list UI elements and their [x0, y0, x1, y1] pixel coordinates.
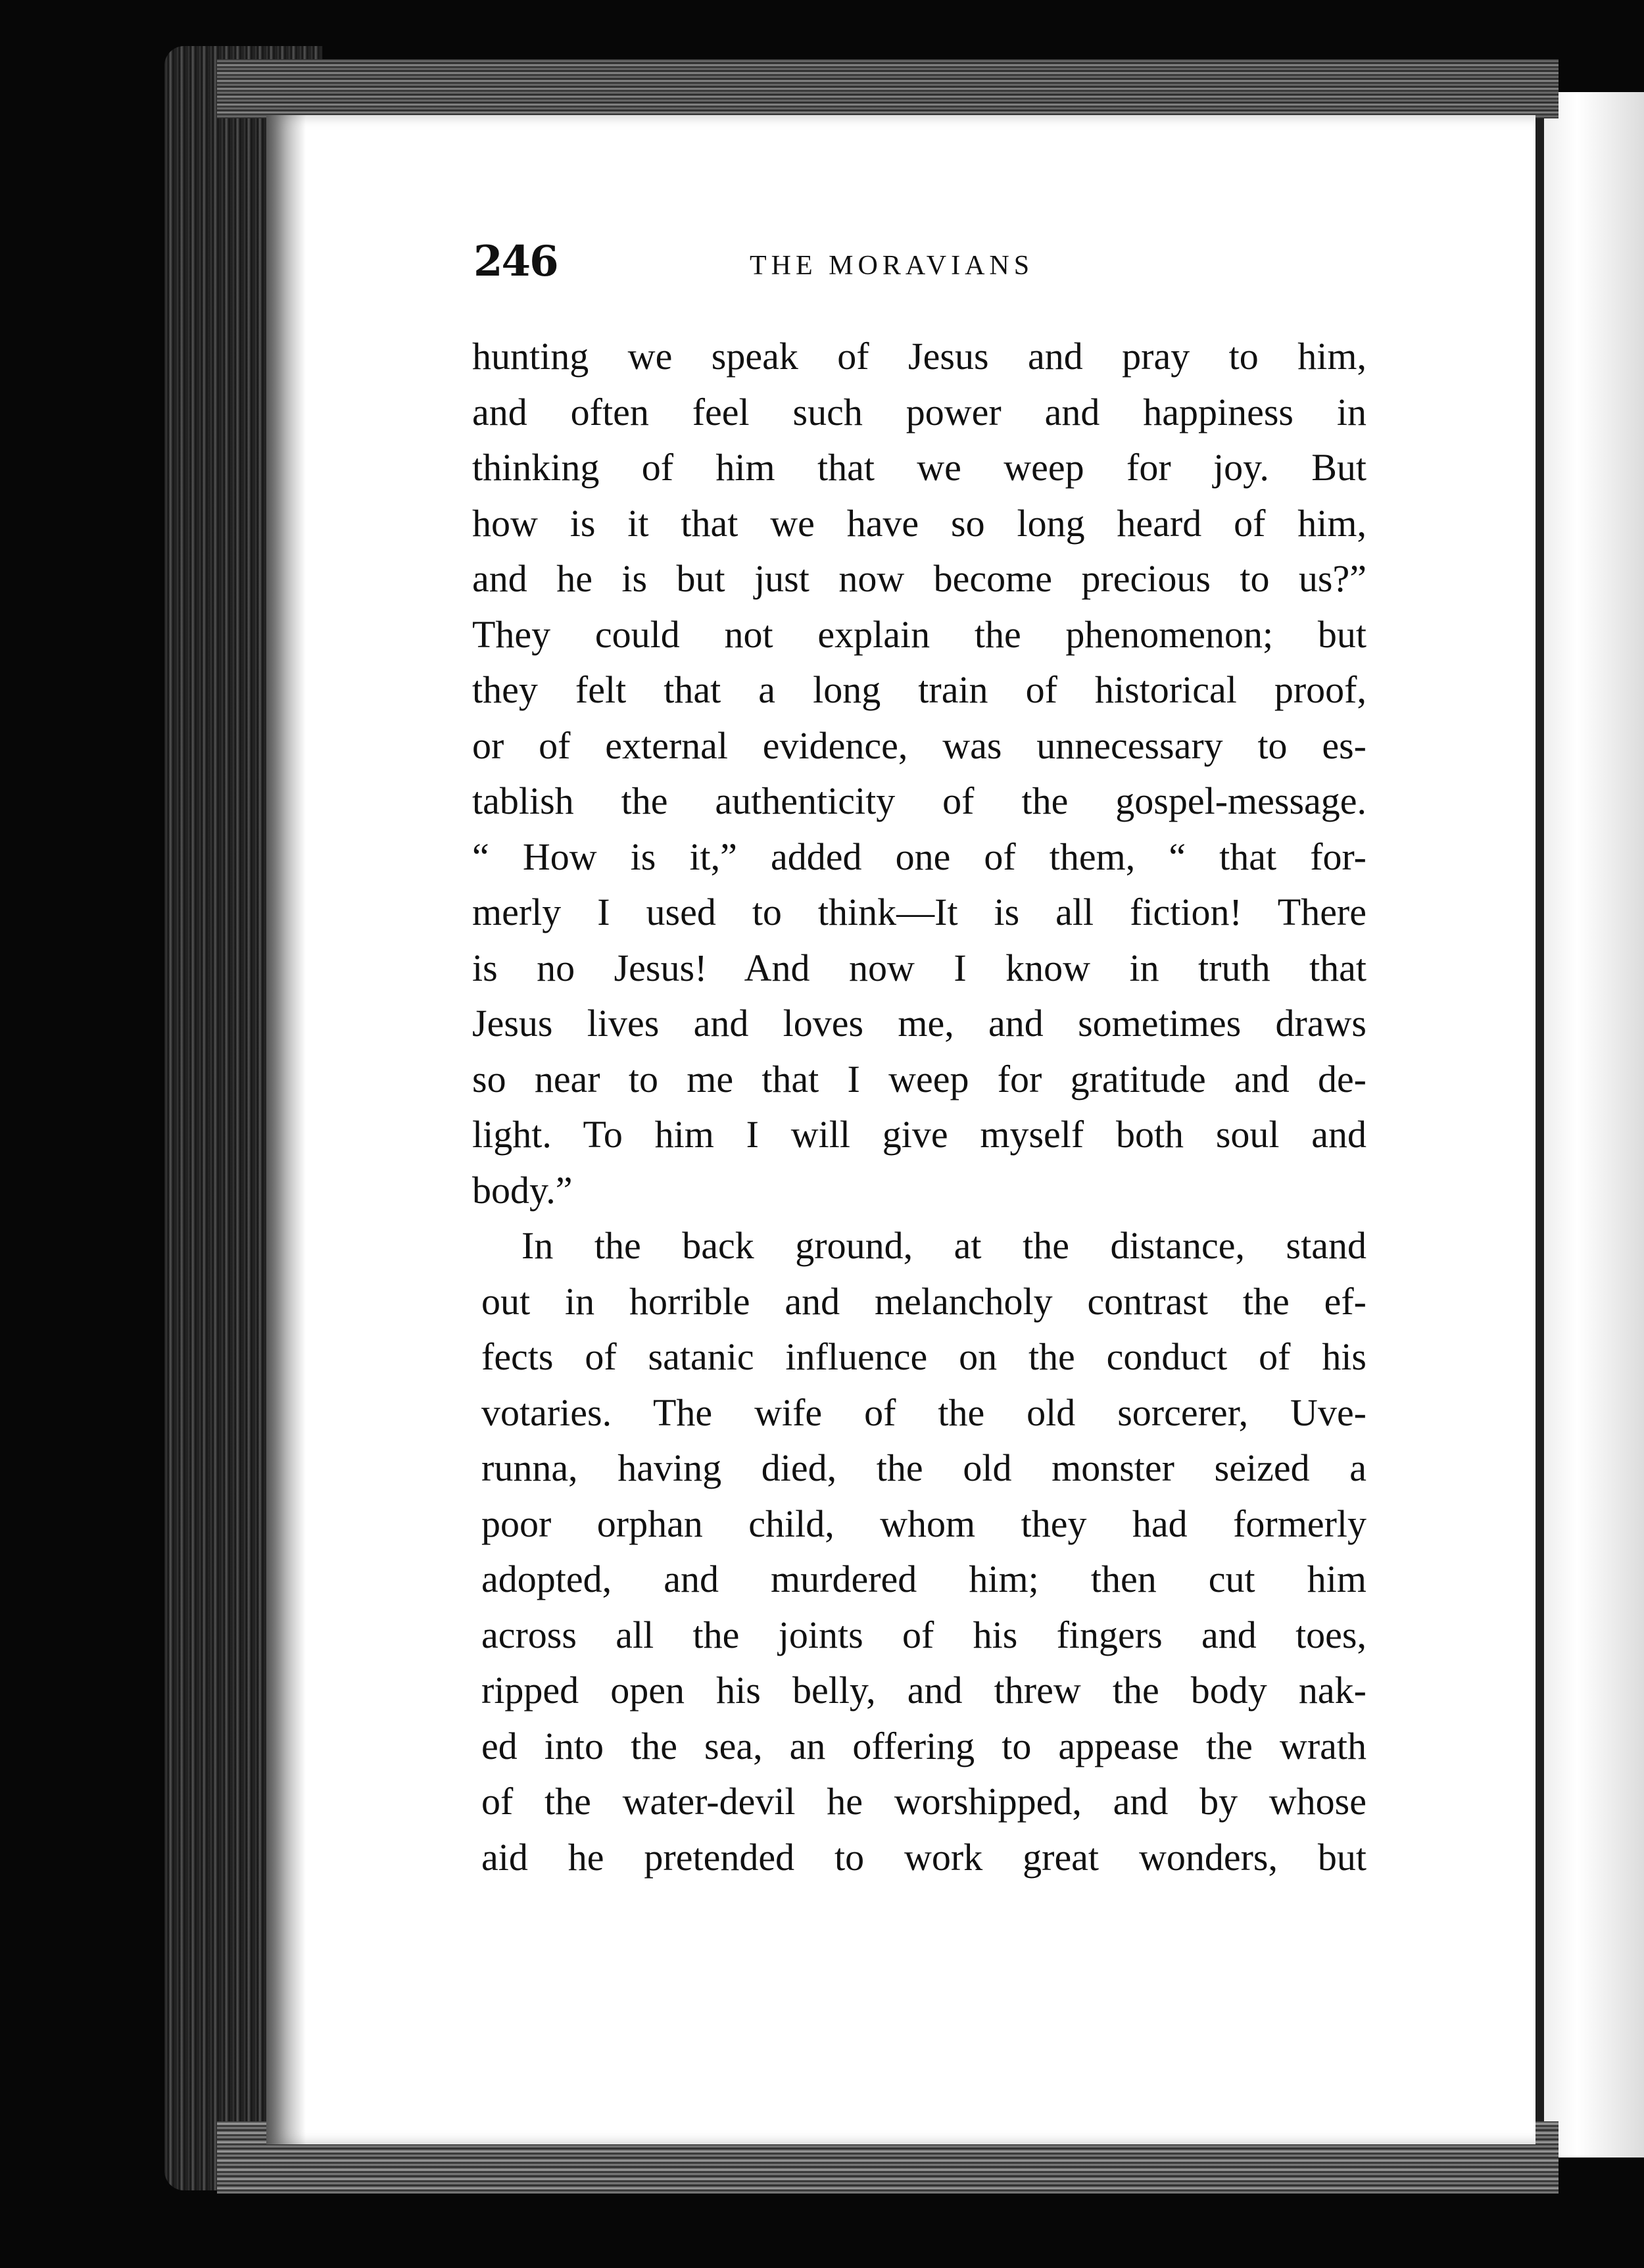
text-line: votaries. The wife of the old sorcerer, Uve- [481, 1391, 1366, 1434]
text-line: body.” [472, 1168, 573, 1212]
text-line: out in horrible and melancholy contrast the ef- [481, 1279, 1366, 1323]
text-line: or of external evidence, was unnecessary to es- [472, 724, 1366, 767]
facing-page-edge [1532, 92, 1644, 2157]
text-line: hunting we speak of Jesus and pray to him, [472, 335, 1366, 378]
text-line: so near to me that I weep for gratitude and de- [472, 1057, 1366, 1100]
text-line: tablish the authenticity of the gospel-message. [472, 779, 1366, 822]
text-line: Jesus lives and loves me, and sometimes draws [472, 1002, 1366, 1045]
paragraph-start-line: In the back ground, at the distance, stand [521, 1224, 1366, 1267]
page-gutter-shade [266, 115, 306, 2144]
text-line: of the water-devil he worshipped, and by whose [481, 1780, 1366, 1823]
book-page-edges-top [217, 59, 1559, 118]
text-line: how is it that we have so long heard of him, [472, 501, 1366, 545]
text-line: They could not explain the phenomenon; but [472, 612, 1366, 656]
text-line: merly I used to think—It is all fiction! There [472, 891, 1366, 933]
text-line: fects of satanic influence on the conduct of his [481, 1335, 1366, 1378]
text-line: they felt that a long train of historical proof, [472, 668, 1366, 711]
text-line: “ How is it,” added one of them, “ that for- [472, 835, 1366, 878]
text-line: adopted, and murdered him; then cut him [481, 1558, 1366, 1600]
page-number: 246 [473, 237, 558, 286]
text-line: ripped open his belly, and threw the body nak- [481, 1669, 1366, 1712]
running-head [473, 237, 1361, 296]
text-line: and he is but just now become precious to us?” [472, 557, 1366, 600]
text-line: aid he pretended to work great wonders, but [481, 1835, 1366, 1879]
text-line: across all the joints of his fingers and toes, [481, 1613, 1366, 1656]
body-text [472, 329, 1366, 1885]
text-line: poor orphan child, whom they had formerly [481, 1502, 1366, 1545]
text-line: thinking of him that we weep for joy. But [472, 446, 1366, 489]
running-title: THE MORAVIANS [750, 251, 1034, 281]
text-line: light. To him I will give myself both soul and [472, 1113, 1366, 1156]
text-line: runna, having died, the old monster seized a [481, 1446, 1366, 1489]
text-line: is no Jesus! And now I know in truth that [472, 946, 1366, 989]
text-line: and often feel such power and happiness in [472, 390, 1366, 433]
text-line: ed into the sea, an offering to appease the wrath [481, 1724, 1366, 1767]
